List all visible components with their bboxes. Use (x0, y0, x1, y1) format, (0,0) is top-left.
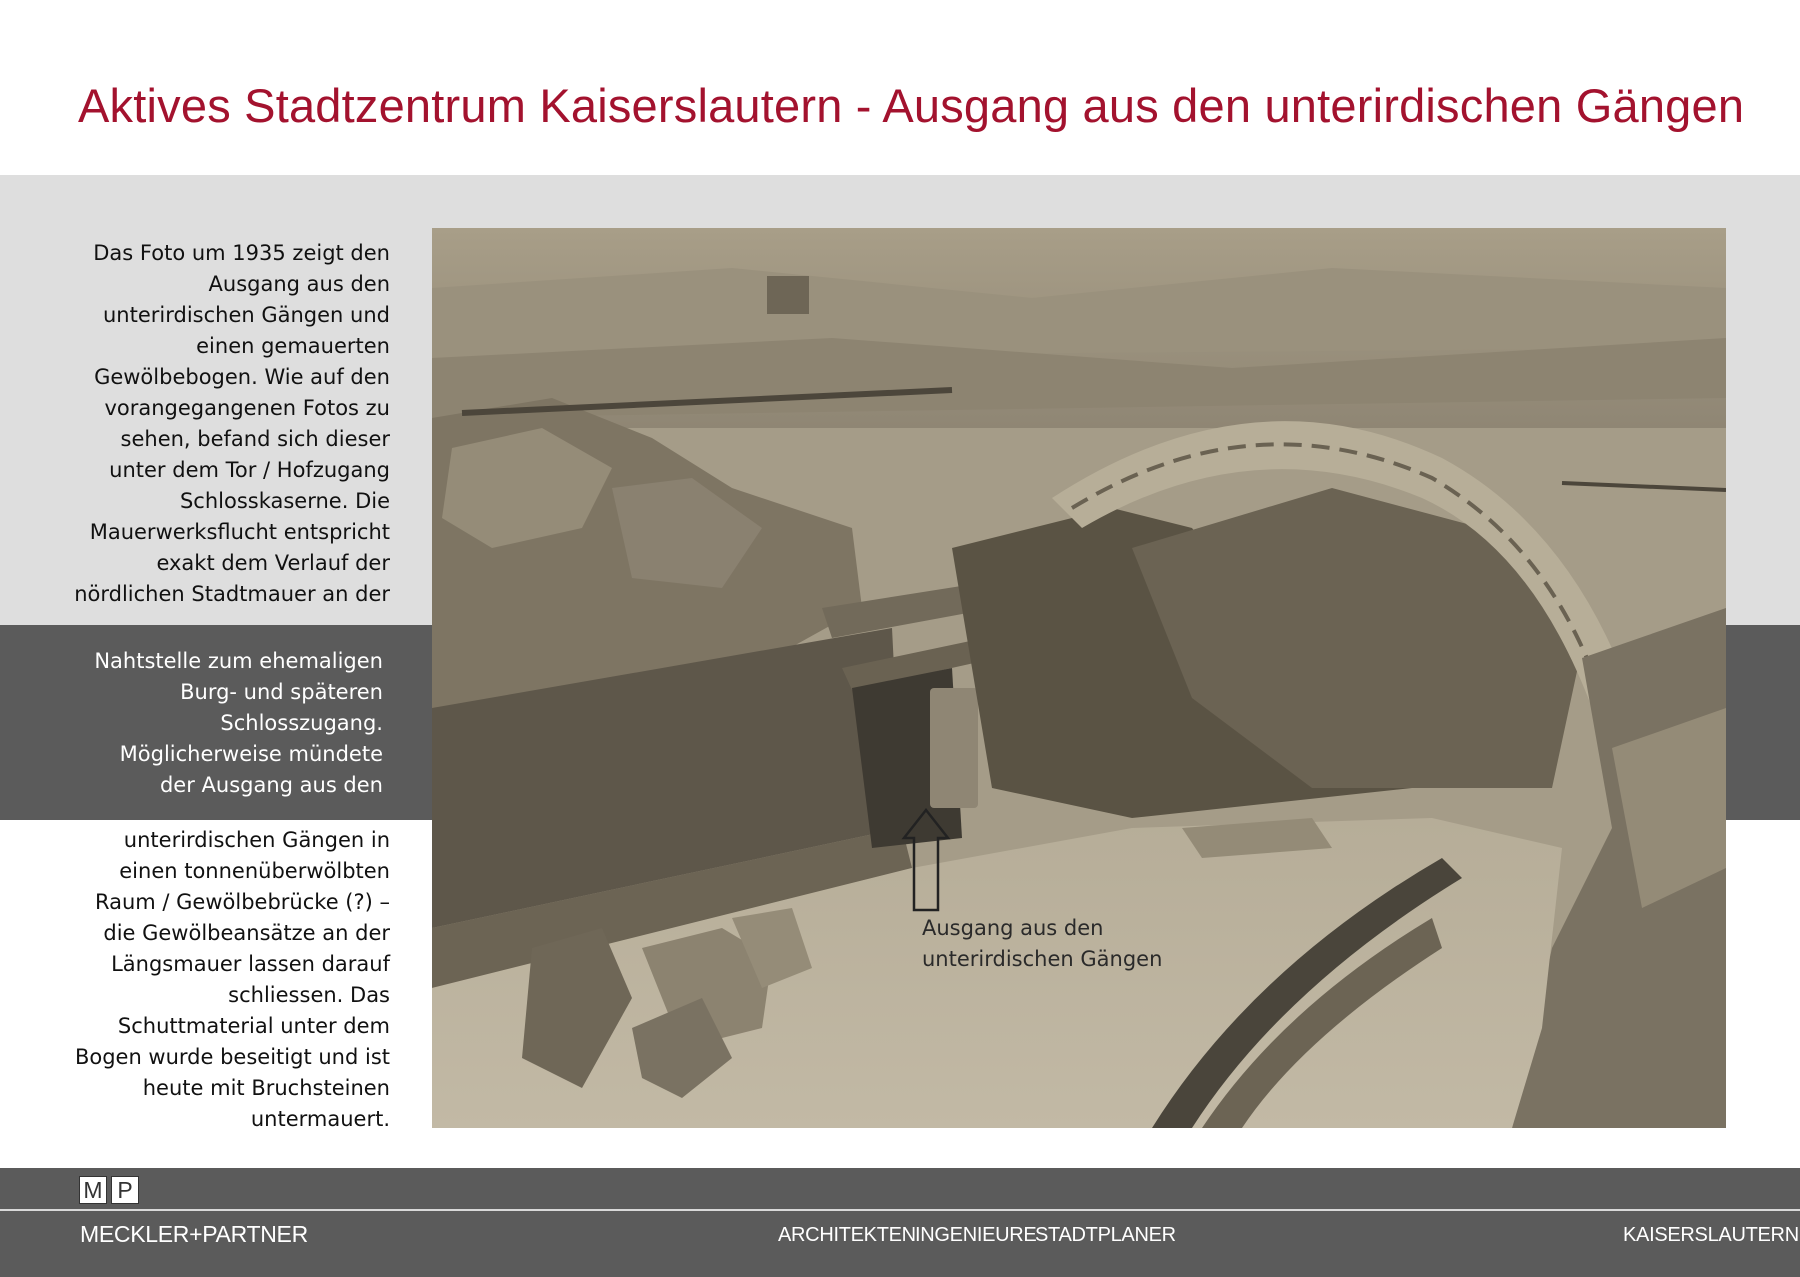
text-line: Längsmauer lassen darauf (111, 952, 390, 976)
text-line: einen tonnenüberwölbten (119, 859, 390, 883)
description-block-1 (40, 238, 390, 610)
description-block-3 (40, 825, 390, 1135)
text-line: unterirdischen Gängen in (123, 828, 390, 852)
page-title: Aktives Stadtzentrum Kaiserslautern - Ausgang aus den unterirdischen Gängen (78, 79, 1745, 132)
text-line: untermauert. (250, 1107, 390, 1131)
text-line: die Gewölbeansätze an der (103, 921, 390, 945)
text-line: exakt dem Verlauf der (156, 551, 390, 575)
text-line: nördlichen Stadtmauer an der (74, 582, 390, 606)
historic-photo (432, 228, 1726, 1128)
text-line: Schuttmaterial unter dem (117, 1014, 390, 1038)
text-line: sehen, befand sich dieser (120, 427, 390, 451)
text-line: vorangegangenen Fotos zu (104, 396, 390, 420)
description-block-2 (40, 646, 383, 801)
text-line: unterirdischen Gängen und (102, 303, 390, 327)
footer-divider (0, 1209, 1800, 1211)
text-line: schliessen. Das (228, 983, 390, 1007)
text-line: Burg- und späteren (180, 680, 383, 704)
text-line: Schlosskaserne. Die (179, 489, 390, 513)
text-line: Ausgang aus den (208, 272, 390, 296)
text-line: Schlosszugang. (220, 711, 383, 735)
text-line: heute mit Bruchsteinen (142, 1076, 390, 1100)
text-line: der Ausgang aus den (159, 773, 383, 797)
footer-stadtplaner: STADTPLANER (1035, 1224, 1176, 1246)
text-line: Mauerwerksflucht entspricht (89, 520, 390, 544)
text-line: Bogen wurde beseitigt und ist (74, 1045, 390, 1069)
text-line: Das Foto um 1935 zeigt den (93, 241, 390, 265)
annotation-line-2: unterirdischen Gängen (922, 947, 1163, 971)
logo-letter-p: P (111, 1176, 139, 1204)
footer-architekten: ARCHITEKTEN (778, 1224, 916, 1246)
brand-name: MECKLER+PARTNER (80, 1221, 308, 1247)
text-line: Möglicherweise mündete (119, 742, 383, 766)
logo-letter-m: M (79, 1176, 107, 1204)
text-line: Nahtstelle zum ehemaligen (94, 649, 383, 673)
footer-city: KAISERSLAUTERN (1623, 1224, 1799, 1246)
annotation-line-1: Ausgang aus den (922, 916, 1104, 940)
text-line: einen gemauerten (196, 334, 390, 358)
text-line: unter dem Tor / Hofzugang (109, 458, 390, 482)
text-line: Raum / Gewölbebrücke (?) – (94, 890, 390, 914)
text-line: Gewölbebogen. Wie auf den (94, 365, 390, 389)
footer-ingenieure: INGENIEURE (915, 1224, 1037, 1246)
